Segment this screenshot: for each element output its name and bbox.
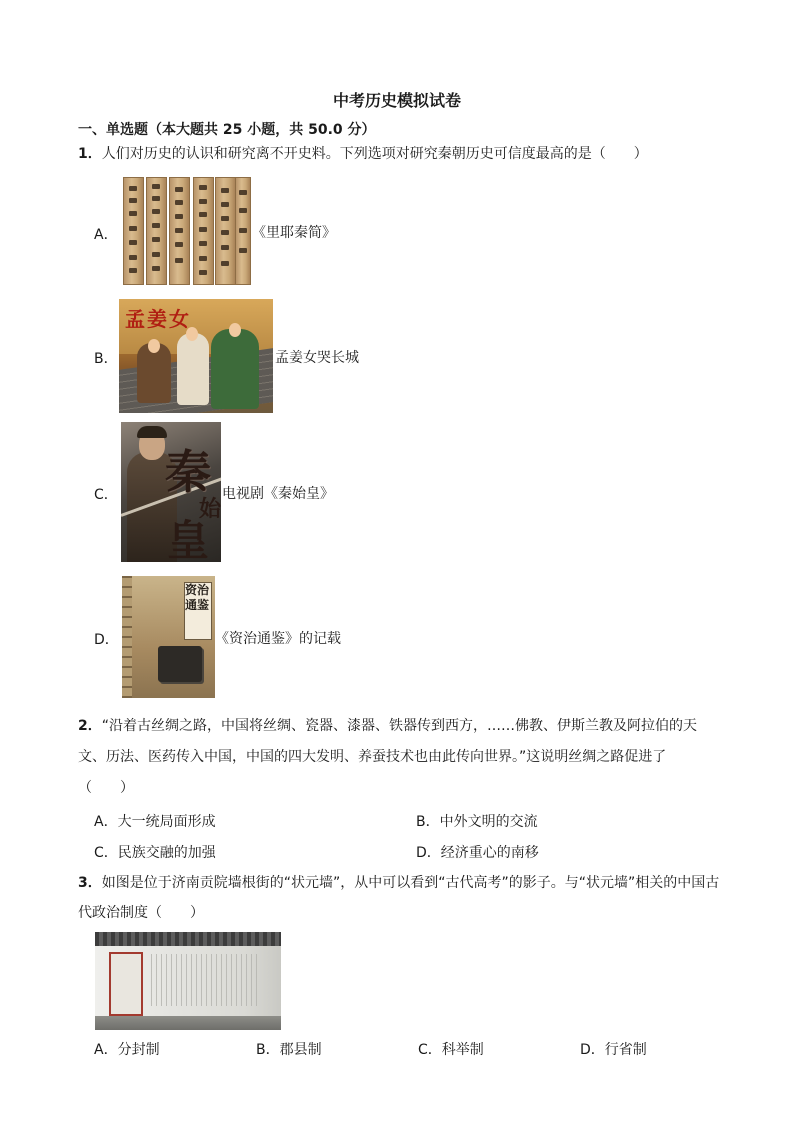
option-text: 经济重心的南移	[440, 845, 539, 861]
option-label: A．	[94, 1042, 118, 1058]
question-stem: 人们对历史的认识和研究离不开史料。下列选项对研究秦朝历史可信度最高的是（ ）	[101, 146, 648, 162]
option-label: D．	[416, 845, 441, 861]
question-number: 2．	[78, 718, 102, 734]
section-heading: 一、单选题（本大题共 25 小题，共 50.0 分）	[78, 122, 376, 138]
question-3-line-1	[78, 873, 719, 893]
question-2-line-3: （ ）	[78, 780, 134, 796]
option-label-c: C．	[94, 487, 118, 503]
option-text-a: 《里耶秦简》	[252, 225, 336, 241]
option-label: B．	[256, 1042, 280, 1058]
question-3-line-2: 代政治制度（ ）	[78, 905, 204, 921]
q2-option-d	[416, 842, 539, 862]
option-label-a: A．	[94, 227, 118, 243]
poster-char-3: 皇	[167, 516, 210, 562]
option-text: 大一统局面形成	[117, 814, 216, 830]
option-text: 科举制	[441, 1042, 484, 1058]
book-char-1: 资	[185, 583, 198, 597]
page-title: 中考历史模拟试卷	[332, 91, 461, 110]
q2-option-b	[416, 811, 538, 831]
option-text-b: 孟姜女哭长城	[275, 350, 359, 366]
question-1	[78, 144, 648, 164]
option-text: 民族交融的加强	[117, 845, 216, 861]
question-stem-line-1: 如图是位于济南贡院墙根街的“状元墙”，从中可以看到“古代高考”的影子。与“状元墙”相关的中国古	[101, 875, 720, 891]
book-char-3: 通	[185, 598, 198, 612]
option-text-d: 《资治通鉴》的记载	[215, 631, 341, 647]
question-stem-line-1: “沿着古丝绸之路，中国将丝绸、瓷器、漆器、铁器传到西方，……佛教、伊斯兰教及阿拉伯的天	[101, 718, 698, 734]
option-label: B．	[416, 814, 440, 830]
poster-char-2: 始	[199, 496, 221, 522]
q3-option-d	[580, 1039, 647, 1059]
meng-jiangnu-painting-image	[119, 299, 273, 413]
zhuangyuan-wall-image	[95, 932, 281, 1030]
option-text: 行省制	[604, 1042, 647, 1058]
book-char-2: 治	[197, 583, 210, 597]
option-text-c: 电视剧《秦始皇》	[222, 486, 334, 502]
bamboo-slips-image	[123, 177, 251, 285]
option-label: A．	[94, 814, 118, 830]
book-char-4: 鉴	[197, 598, 210, 612]
option-label-b: B．	[94, 351, 118, 367]
option-label-d: D．	[94, 632, 119, 648]
question-2-line-2: 文、历法、医药传入中国，中国的四大发明、养蚕技术也由此传向世界。”这说明丝绸之路促进了	[78, 749, 667, 765]
q2-option-c	[94, 842, 216, 862]
q3-option-b	[256, 1039, 322, 1059]
option-label: D．	[580, 1042, 605, 1058]
option-text: 郡县制	[279, 1042, 322, 1058]
q2-option-a	[94, 811, 216, 831]
q3-option-a	[94, 1039, 160, 1059]
question-number: 1．	[78, 146, 102, 162]
question-number: 3．	[78, 875, 102, 891]
option-text: 分封制	[117, 1042, 160, 1058]
tv-drama-poster-image	[121, 422, 221, 562]
option-label: C．	[418, 1042, 442, 1058]
option-text: 中外文明的交流	[439, 814, 538, 830]
poster-char-1: 秦	[165, 445, 211, 499]
painting-caption: 孟姜女	[125, 307, 191, 331]
option-label: C．	[94, 845, 118, 861]
question-2-line-1	[78, 716, 697, 736]
q3-option-c	[418, 1039, 484, 1059]
book-cover-image	[122, 576, 215, 698]
